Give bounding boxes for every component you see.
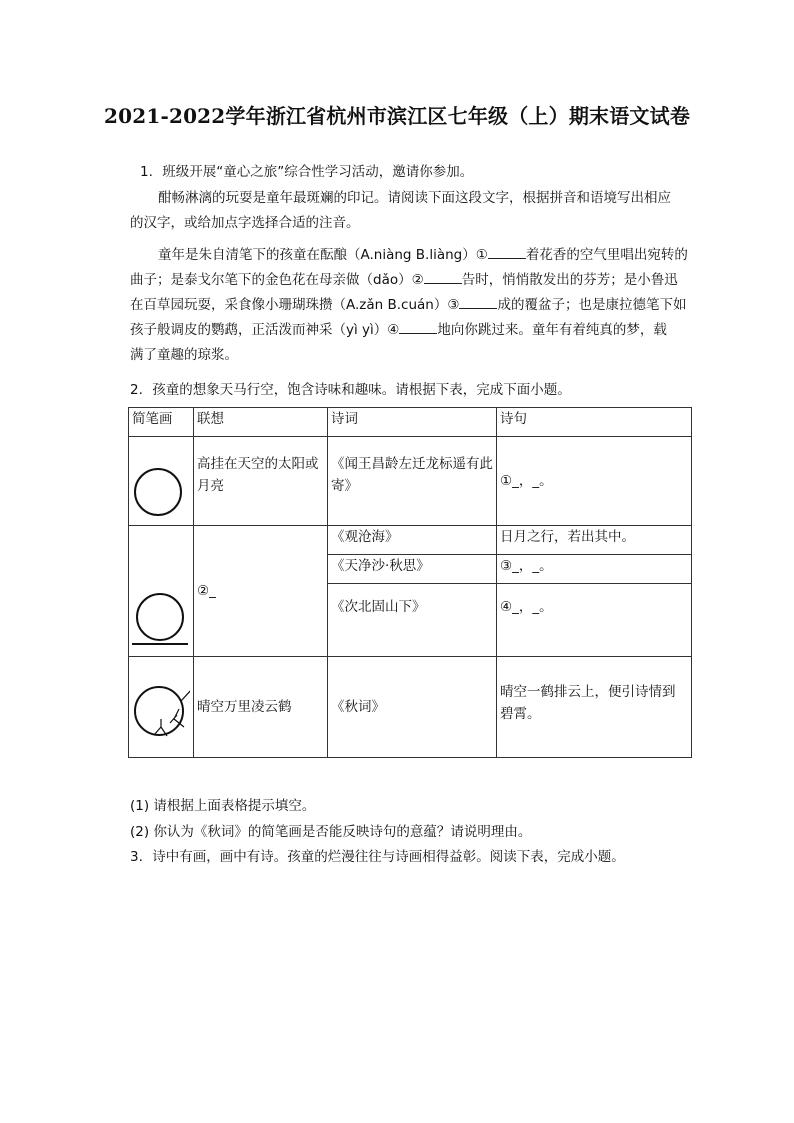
poem-cell: 《秋词》: [328, 657, 497, 758]
header-association: 联想: [194, 408, 328, 437]
association-cell-blank-2[interactable]: ②_: [194, 526, 328, 657]
question-2: [130, 378, 571, 402]
circle-sketch-icon: [132, 437, 190, 525]
question-1-stem: 班级开展“童心之旅”综合性学习活动，邀请你参加。: [162, 164, 474, 180]
q1-text: 地向你跳过来。童年有着纯真的梦，载: [437, 322, 667, 338]
table-header-row: [129, 408, 692, 437]
question-3-stem: 诗中有画，画中有诗。孩童的烂漫往往与诗画相得益彰。阅读下表，完成小题。: [152, 849, 625, 865]
q1-paragraph-line-3: [130, 293, 686, 317]
table-row: [129, 437, 692, 526]
q1-text: 在百草园玩耍，采食像小珊瑚珠攒（A.zǎn B.cuán）③: [130, 297, 460, 313]
answer-cell-4[interactable]: ④_，_。: [497, 584, 692, 657]
q1-text: 成的覆盆子；也是康拉德笔下如: [497, 297, 687, 313]
question-2-stem: 孩童的想象天马行空，饱含诗味和趣味。请根据下表，完成下面小题。: [152, 382, 571, 398]
association-cell: 高挂在天空的太阳或月亮: [194, 437, 328, 526]
question-3-number: 3.: [130, 849, 143, 865]
q2-subquestion-2: (2) 你认为《秋词》的简笔画是否能反映诗句的意蕴？请说明理由。: [130, 824, 532, 840]
q1-intro-line-2: 的汉字，或给加点字选择合适的注音。: [130, 215, 360, 231]
q1-paragraph-line-4: [130, 318, 667, 342]
header-verse: 诗句: [497, 408, 692, 437]
q1-text: 孩子般调皮的鹦鹉，正活泼而神采（yì yì）④: [130, 322, 400, 338]
q1-text: 着花香的空气里唱出宛转的: [525, 247, 688, 263]
poem-cell: 《次北固山下》: [328, 584, 497, 657]
sketch-cell-sunset: [129, 526, 194, 657]
question-2-number: 2.: [130, 382, 143, 398]
question-1-number: 1.: [140, 164, 153, 180]
q1-text: 曲子；是泰戈尔笔下的金色花在母亲做（dǎo）②: [130, 272, 424, 288]
crane-sun-sketch-icon: [132, 657, 190, 757]
q1-text: 告时，悄悄散发出的芬芳；是小鲁迅: [461, 272, 678, 288]
poem-cell: 《闻王昌龄左迁龙标遥有此寄》: [328, 437, 497, 526]
header-poem: 诗词: [328, 408, 497, 437]
q1-text: 童年是朱自清笔下的孩童在酝酿（A.niàng B.liàng）①: [158, 247, 488, 263]
table-row: [129, 526, 692, 555]
sketch-cell-crane: [129, 657, 194, 758]
sketch-cell-sun-moon: [129, 437, 194, 526]
answer-blank-2[interactable]: [424, 269, 462, 284]
association-cell: 晴空万里凌云鹤: [194, 657, 328, 758]
table-row: [129, 657, 692, 758]
verse-cell: 晴空一鹤排云上，便引诗情到碧霄。: [497, 657, 692, 758]
answer-cell-3[interactable]: ③_，_。: [497, 555, 692, 584]
verse-cell: 日月之行，若出其中。: [497, 526, 692, 555]
poem-cell: 《天净沙·秋思》: [328, 555, 497, 584]
q1-paragraph-line-1: [158, 243, 688, 267]
q2-subquestion-1: (1) 请根据上面表格提示填空。: [130, 798, 316, 814]
answer-cell-1[interactable]: ①_，_。: [497, 437, 692, 526]
question-1: [140, 160, 473, 184]
header-sketch: 简笔画: [129, 408, 194, 437]
q1-intro-line-1: 酣畅淋漓的玩耍是童年最斑斓的印记。请阅读下面这段文字，根据拼音和语境写出相应: [158, 190, 671, 206]
exam-title: 2021-2022学年浙江省杭州市滨江区七年级（上）期末语文试卷: [103, 104, 691, 128]
q1-paragraph-line-5: 满了童趣的琼浆。: [130, 347, 238, 363]
question-3: [130, 845, 625, 869]
poem-cell: 《观沧海》: [328, 526, 497, 555]
answer-blank-1[interactable]: [488, 244, 526, 259]
q1-paragraph-line-2: [130, 268, 678, 292]
answer-blank-3[interactable]: [459, 294, 497, 309]
sun-horizon-sketch-icon: [132, 538, 190, 656]
answer-blank-4[interactable]: [399, 319, 437, 334]
poem-sketch-table: [128, 407, 692, 758]
